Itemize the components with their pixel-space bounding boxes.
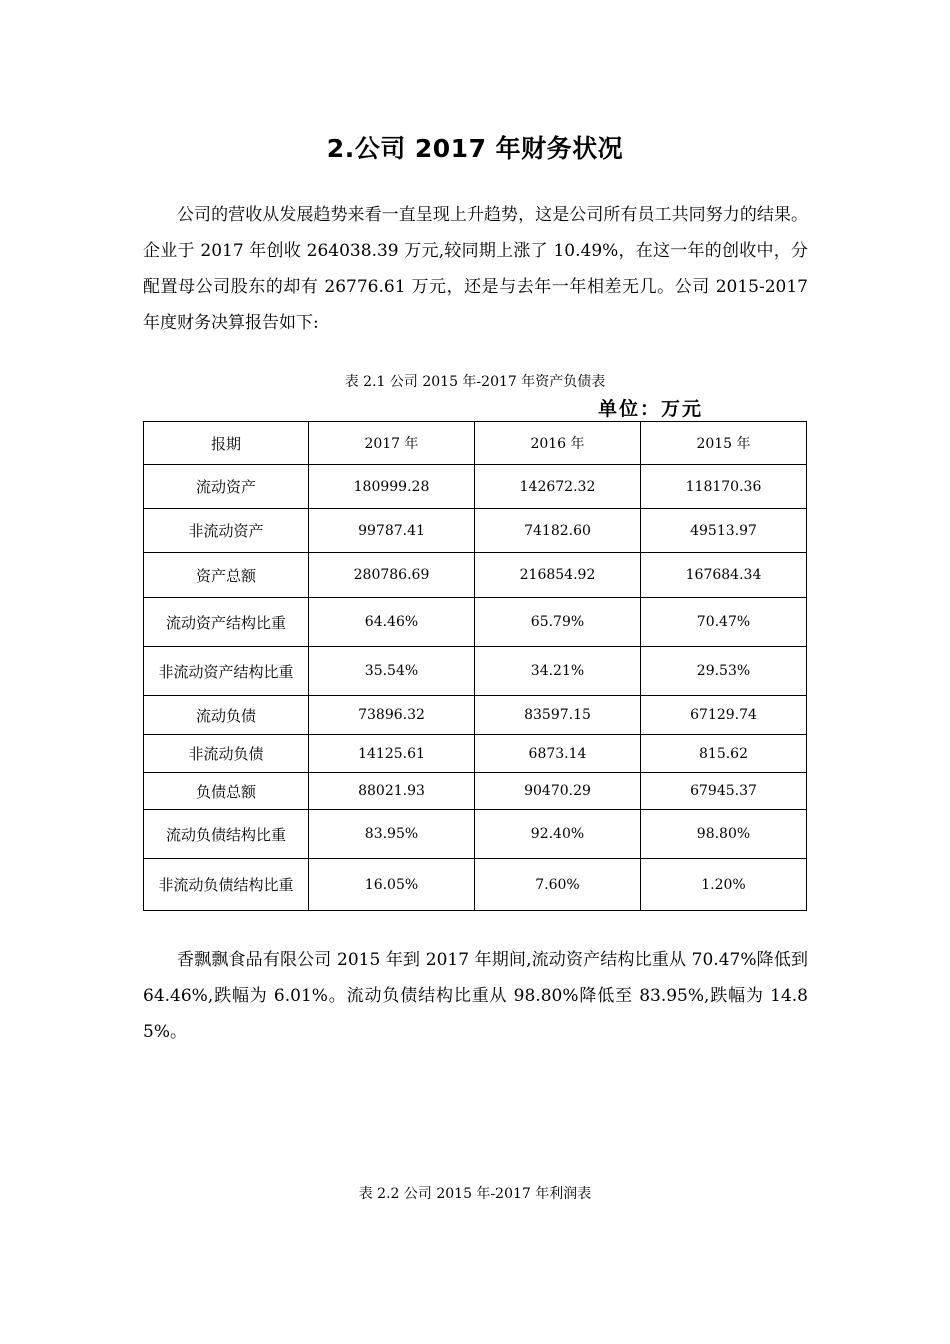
table-cell: 7.60% bbox=[475, 859, 641, 911]
table-header-row bbox=[144, 422, 807, 465]
table-cell: 280786.69 bbox=[309, 553, 475, 598]
table-cell: 216854.92 bbox=[475, 553, 641, 598]
row-label: 资产总额 bbox=[144, 553, 309, 598]
row-label: 负债总额 bbox=[144, 773, 309, 810]
table-cell: 73896.32 bbox=[309, 696, 475, 735]
table-caption: 表 2.1 公司 2015 年-2017 年资产负债表 bbox=[344, 374, 606, 390]
table-cell: 67129.74 bbox=[641, 696, 807, 735]
table-row bbox=[144, 553, 807, 598]
table-row bbox=[144, 773, 807, 810]
table-cell: 29.53% bbox=[641, 647, 807, 696]
row-label: 非流动资产 bbox=[144, 509, 309, 553]
table-cell: 65.79% bbox=[475, 598, 641, 647]
table-row bbox=[144, 509, 807, 553]
table-cell: 74182.60 bbox=[475, 509, 641, 553]
table-cell: 83.95% bbox=[309, 810, 475, 859]
table-cell: 88021.93 bbox=[309, 773, 475, 810]
table-cell: 16.05% bbox=[309, 859, 475, 911]
page-title: 2.公司 2017 年财务状况 bbox=[326, 134, 624, 163]
table-row bbox=[144, 859, 807, 911]
table-cell: 14125.61 bbox=[309, 735, 475, 773]
row-label: 流动资产结构比重 bbox=[144, 598, 309, 647]
unit-label: 单位：万元 bbox=[598, 398, 704, 420]
table-cell: 167684.34 bbox=[641, 553, 807, 598]
table-cell: 180999.28 bbox=[309, 465, 475, 509]
balance-sheet-table bbox=[143, 421, 807, 911]
table-cell: 815.62 bbox=[641, 735, 807, 773]
table-cell: 98.80% bbox=[641, 810, 807, 859]
row-label: 非流动负债结构比重 bbox=[144, 859, 309, 911]
row-label: 流动资产 bbox=[144, 465, 309, 509]
table-cell: 70.47% bbox=[641, 598, 807, 647]
table-cell: 90470.29 bbox=[475, 773, 641, 810]
header-cell: 2015 年 bbox=[641, 422, 807, 465]
table-cell: 99787.41 bbox=[309, 509, 475, 553]
table-row bbox=[144, 465, 807, 509]
header-cell: 2016 年 bbox=[475, 422, 641, 465]
intro-paragraph: 公司的营收从发展趋势来看一直呈现上升趋势，这是公司所有员工共同努力的结果。企业于 2017 年创收 264038.39 万元,较同期上涨了 10.49%，在这一年的创收中，分配置母公司股东的却有 26776.61 万元，还是与去年一年相差无几。公司 2015-2017 年度财务决算报告如下: bbox=[143, 205, 808, 333]
table-row bbox=[144, 696, 807, 735]
table-cell: 1.20% bbox=[641, 859, 807, 911]
table-cell: 83597.15 bbox=[475, 696, 641, 735]
table-cell: 118170.36 bbox=[641, 465, 807, 509]
table-cell: 142672.32 bbox=[475, 465, 641, 509]
table-row bbox=[144, 647, 807, 696]
table-cell: 92.40% bbox=[475, 810, 641, 859]
table-caption: 表 2.2 公司 2015 年-2017 年利润表 bbox=[358, 1186, 592, 1202]
header-cell: 2017 年 bbox=[309, 422, 475, 465]
row-label: 流动负债 bbox=[144, 696, 309, 735]
row-label: 非流动资产结构比重 bbox=[144, 647, 309, 696]
row-label: 流动负债结构比重 bbox=[144, 810, 309, 859]
table-row bbox=[144, 810, 807, 859]
table-cell: 34.21% bbox=[475, 647, 641, 696]
table-cell: 35.54% bbox=[309, 647, 475, 696]
table-row bbox=[144, 735, 807, 773]
header-cell: 报期 bbox=[144, 422, 309, 465]
table-cell: 64.46% bbox=[309, 598, 475, 647]
analysis-paragraph: 香飘飘食品有限公司 2015 年到 2017 年期间,流动资产结构比重从 70.47%降低到 64.46%,跌幅为 6.01%。流动负债结构比重从 98.80%降低至 83.95%,跌幅为 14.85%。 bbox=[143, 950, 808, 1042]
table-cell: 67945.37 bbox=[641, 773, 807, 810]
table-cell: 49513.97 bbox=[641, 509, 807, 553]
table-cell: 6873.14 bbox=[475, 735, 641, 773]
row-label: 非流动负债 bbox=[144, 735, 309, 773]
table-row bbox=[144, 598, 807, 647]
